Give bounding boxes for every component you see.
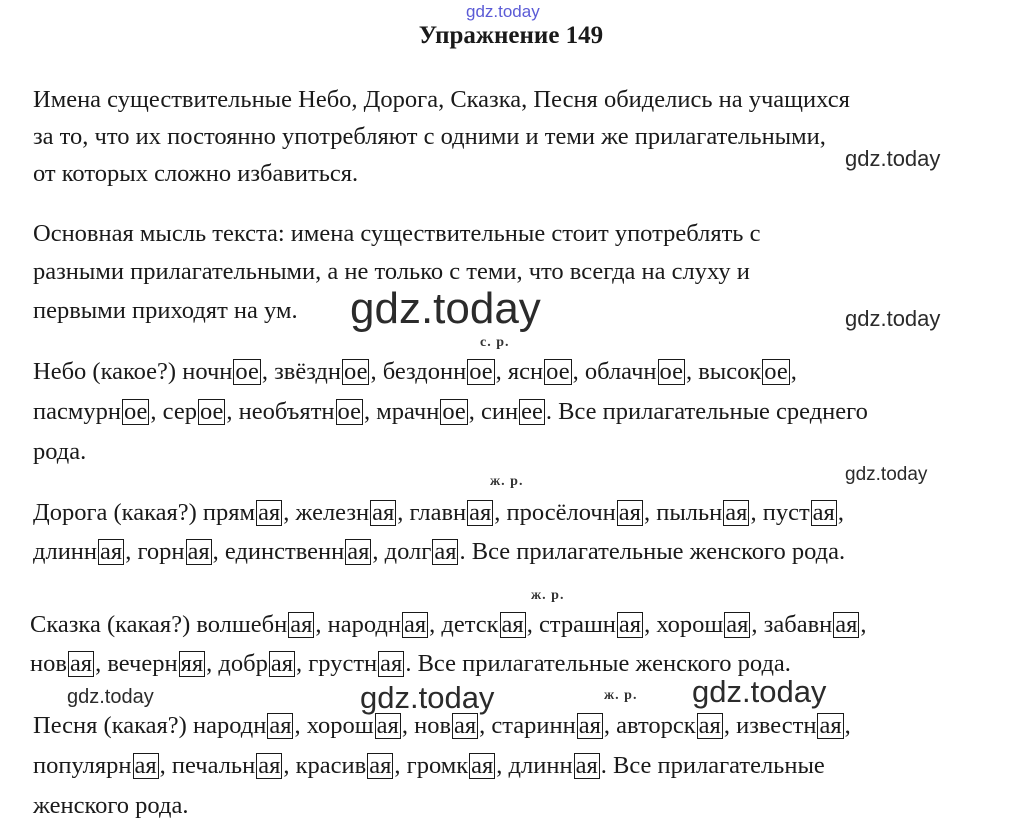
word-stem: , <box>837 499 844 526</box>
ending-box: ая <box>434 538 457 565</box>
ending-box: яя <box>180 650 204 677</box>
word-stem: , пуст <box>750 499 810 526</box>
word-stem: , долг <box>372 538 432 565</box>
word-stem: , ясн <box>495 358 544 385</box>
ending-box: ое <box>123 398 148 425</box>
watermark: gdz.today <box>67 686 154 708</box>
text-line: за то, что их постоянно употребляют с одними и теми же прилагательными, <box>33 123 826 150</box>
word-stem: народн <box>192 712 267 739</box>
word-stem: , известн <box>723 712 817 739</box>
ending-box: ое <box>344 358 368 385</box>
ending-box: ая <box>469 499 492 526</box>
ending-box: ая <box>258 499 281 526</box>
ending-box: ая <box>578 712 601 739</box>
ending-box: ая <box>819 712 842 739</box>
word-stem: , горн <box>125 538 185 565</box>
word-stem: , авторск <box>603 712 696 739</box>
ending-box: ая <box>618 499 641 526</box>
watermark: gdz.today <box>350 284 541 333</box>
word-stem: , народн <box>315 611 401 638</box>
text-line: разными прилагательными, а не только с теми, что всегда на слуху и <box>33 258 750 285</box>
ending-box: ое <box>199 398 224 425</box>
text-line <box>33 711 851 741</box>
ending-box: ая <box>376 712 399 739</box>
word-stem: , син <box>468 398 519 425</box>
ending-box: ая <box>725 499 748 526</box>
word-stem: , громк <box>394 752 469 779</box>
ending-box: ая <box>698 712 721 739</box>
watermark: gdz.today <box>692 674 827 709</box>
gender-label: ж. р. <box>604 688 638 703</box>
word-stem: волшебн <box>196 611 288 638</box>
word-stem: , красив <box>283 752 367 779</box>
word-stem: , мрачн <box>363 398 440 425</box>
page-title: Упражнение 149 <box>418 22 604 49</box>
word-stem: , грустн <box>295 650 378 677</box>
text-line <box>30 610 867 640</box>
text-line <box>30 649 791 679</box>
ending-box: ая <box>269 712 292 739</box>
gender-label: с. р. <box>480 335 510 350</box>
ending-box: ая <box>258 752 281 779</box>
ending-box: ая <box>347 538 370 565</box>
text-line: женского рода. <box>33 792 189 819</box>
gender-label: ж. р. <box>531 588 565 603</box>
word-stem: прям <box>202 499 256 526</box>
word-stem: , страшн <box>526 611 616 638</box>
word-stem: , высок <box>685 358 762 385</box>
ending-box: ее <box>521 398 543 425</box>
word-stem: , печальн <box>159 752 256 779</box>
line-end: . Все прилагательные среднего <box>545 398 868 425</box>
ending-box: ая <box>380 650 403 677</box>
word-stem: , единственн <box>212 538 345 565</box>
word-stem: , забавн <box>751 611 833 638</box>
word-stem: пасмурн <box>33 398 121 425</box>
ending-box: ое <box>442 398 466 425</box>
text-line <box>33 357 797 387</box>
ending-box: ое <box>659 358 683 385</box>
word-stem: нов <box>30 650 67 677</box>
ending-box: ая <box>270 650 293 677</box>
ending-box: ая <box>372 499 395 526</box>
word-stem: , <box>790 358 797 385</box>
ending-box: ое <box>764 358 788 385</box>
ending-box: ая <box>835 611 858 638</box>
word-stem: ночн <box>182 358 233 385</box>
text-line: рода. <box>33 438 87 465</box>
word-stem: , старинн <box>479 712 576 739</box>
word-stem: , необъятн <box>226 398 335 425</box>
word-stem: , пыльн <box>643 499 723 526</box>
text-line <box>33 397 868 427</box>
watermark: gdz.today <box>845 464 928 485</box>
line-stem: Сказка (какая?) <box>30 611 197 638</box>
ending-box: ое <box>546 358 570 385</box>
text-line: Имена существительные Небо, Дорога, Сказка, Песня обиделись на учащихся <box>33 86 850 113</box>
ending-box: ая <box>404 611 427 638</box>
word-stem: , железн <box>283 499 370 526</box>
ending-box: ая <box>501 611 524 638</box>
watermark: gdz.today <box>845 306 941 331</box>
ending-box: ая <box>618 611 642 638</box>
word-stem: , просёлочн <box>494 499 616 526</box>
text-line: Основная мысль текста: имена существительные стоит употреблять с <box>33 220 761 247</box>
word-stem: , хорош <box>294 712 374 739</box>
watermark: gdz.today <box>360 680 495 715</box>
line-end: . Все прилагательные <box>600 752 825 779</box>
word-stem: , сер <box>150 398 197 425</box>
gender-label: ж. р. <box>490 474 524 489</box>
ending-box: ое <box>235 358 259 385</box>
word-stem: , длинн <box>496 752 573 779</box>
word-stem: , добр <box>206 650 268 677</box>
text-line <box>33 537 845 567</box>
ending-box: ое <box>337 398 361 425</box>
word-stem: , <box>844 712 851 739</box>
line-stem: Песня (какая?) <box>33 712 193 739</box>
ending-box: ая <box>575 752 598 779</box>
ending-box: ая <box>812 499 835 526</box>
word-stem: , нов <box>401 712 452 739</box>
ending-box: ая <box>454 712 477 739</box>
word-stem: , главн <box>397 499 467 526</box>
ending-box: ая <box>290 611 313 638</box>
word-stem: , звёздн <box>261 358 342 385</box>
text-line <box>33 498 844 528</box>
word-stem: , облачн <box>572 358 657 385</box>
text-line: от которых сложно избавиться. <box>33 160 359 187</box>
ending-box: ая <box>369 752 392 779</box>
word-stem: , детск <box>429 611 499 638</box>
ending-box: ая <box>187 538 210 565</box>
ending-box: ая <box>69 650 93 677</box>
line-end: . Все прилагательные женского рода. <box>405 650 791 677</box>
ending-box: ая <box>726 611 749 638</box>
text-line <box>33 751 825 781</box>
line-end: . Все прилагательные женского рода. <box>459 538 846 565</box>
word-stem: , бездонн <box>370 358 467 385</box>
word-stem: , хорош <box>644 611 724 638</box>
word-stem: популярн <box>33 752 132 779</box>
text-line: первыми приходят на ум. <box>33 297 298 324</box>
line-stem: Дорога (какая?) <box>33 499 203 526</box>
ending-box: ое <box>469 358 493 385</box>
word-stem: длинн <box>33 538 98 565</box>
ending-box: ая <box>100 538 123 565</box>
word-stem: , вечерн <box>95 650 178 677</box>
line-stem: Небо (какое?) <box>33 358 183 385</box>
word-stem: , <box>860 611 867 638</box>
watermark: gdz.today <box>845 146 941 171</box>
ending-box: ая <box>471 752 494 779</box>
watermark: gdz.today <box>466 2 540 21</box>
ending-box: ая <box>134 752 157 779</box>
